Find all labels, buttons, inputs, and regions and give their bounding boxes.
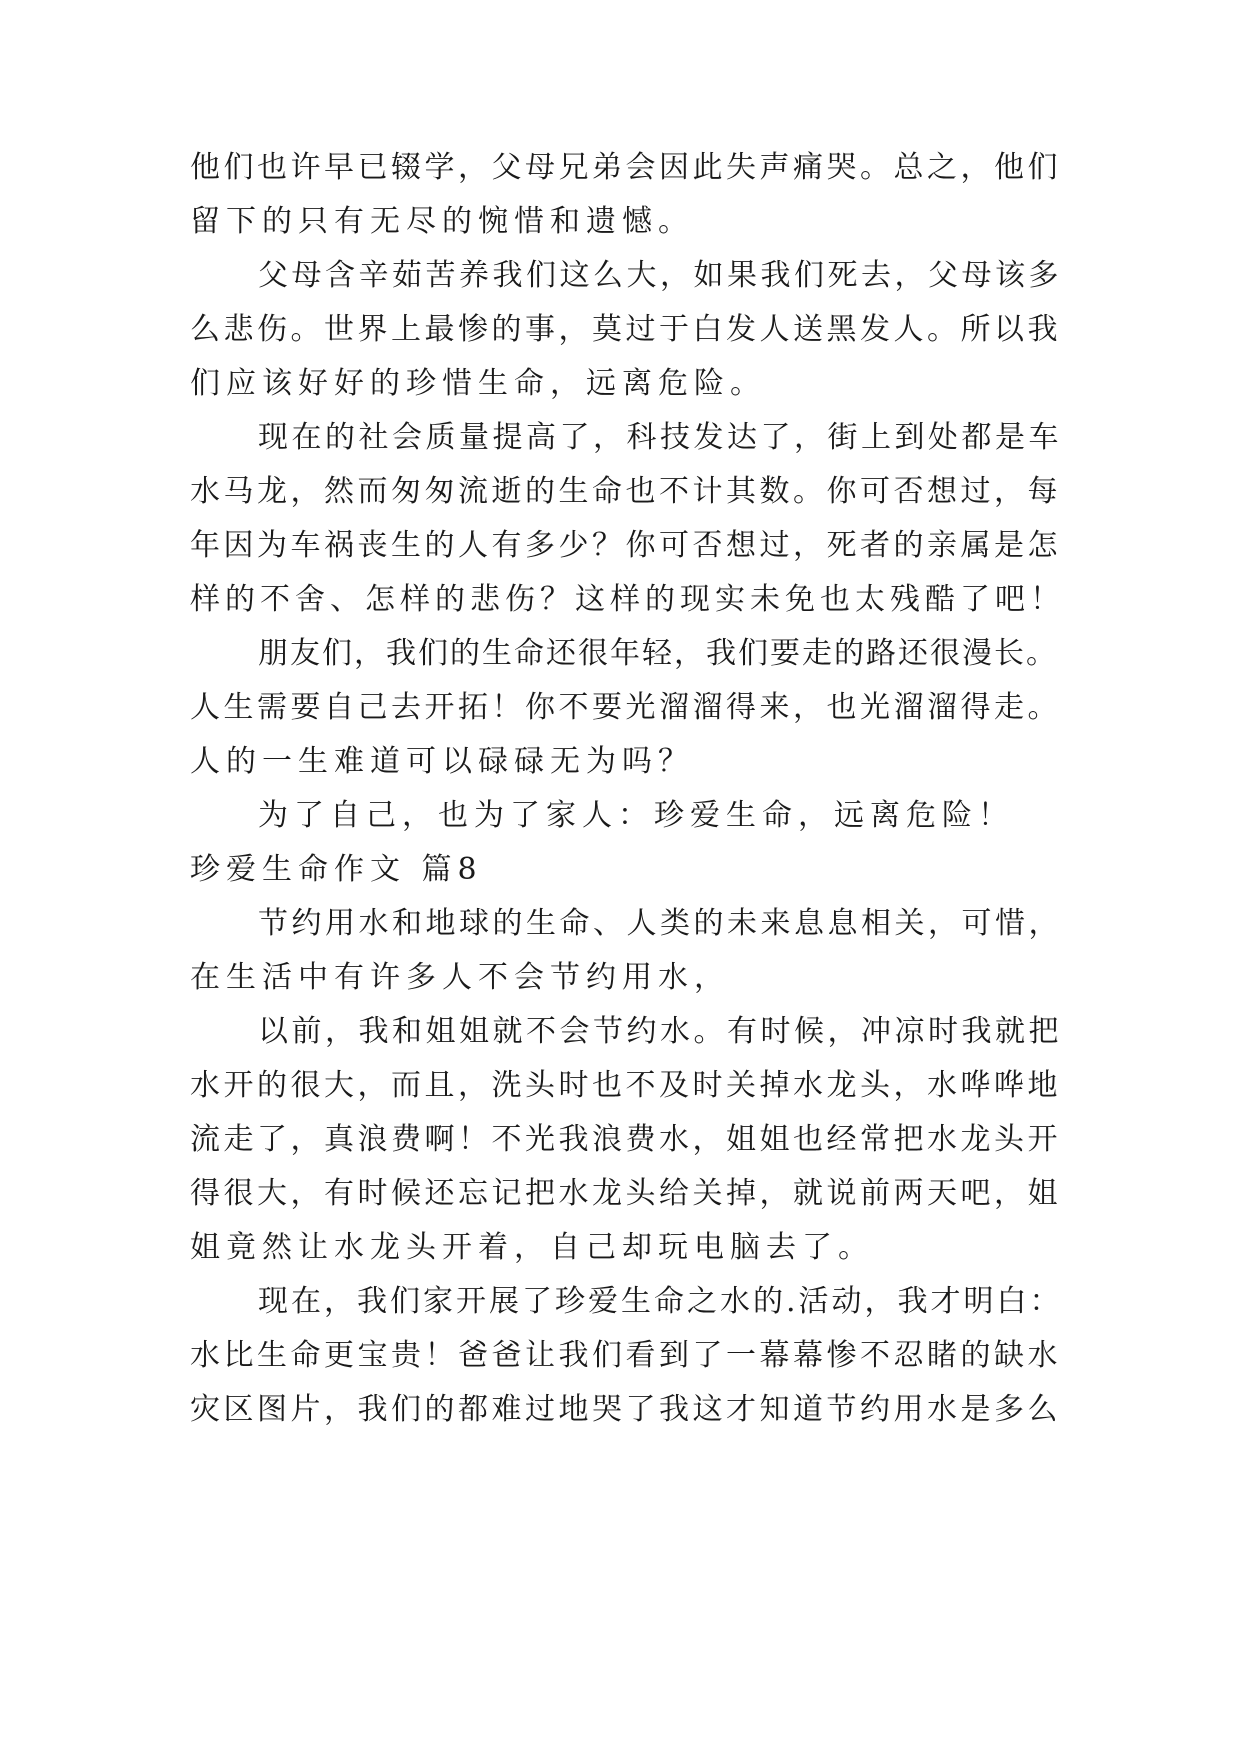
text-line: 年因为车祸丧生的人有多少？你可否想过，死者的亲属是怎 (190, 528, 1061, 563)
paragraph-start: 父母含辛茹苦养我们这么大，如果我们死去，父母该多 (258, 258, 1062, 293)
text-line: 得很大，有时候还忘记把水龙头给关掉，就说前两天吧，姐 (190, 1176, 1061, 1211)
text-line: 流走了，真浪费啊！不光我浪费水，姐姐也经常把水龙头开 (190, 1122, 1061, 1157)
text-line: 姐竟然让水龙头开着，自己却玩电脑去了。 (190, 1230, 874, 1265)
paragraph-start: 现在，我们家开展了珍爱生命之水的.活动，我才明白： (258, 1284, 1063, 1319)
text-line: 水马龙，然而匆匆流逝的生命也不计其数。你可否想过，每 (190, 474, 1061, 509)
paragraph-start: 现在的社会质量提高了，科技发达了，街上到处都是车 (258, 420, 1062, 455)
paragraph-start: 以前，我和姐姐就不会节约水。有时候，冲凉时我就把 (258, 1014, 1062, 1049)
text-line: 在生活中有许多人不会节约用水， (190, 960, 730, 995)
text-line: 么悲伤。世界上最惨的事，莫过于白发人送黑发人。所以我 (190, 312, 1061, 347)
text-line: 人的一生难道可以碌碌无为吗？ (190, 744, 694, 779)
text-line: 样的不舍、怎样的悲伤？这样的现实未免也太残酷了吧！ (190, 582, 1065, 617)
text-line: 水开的很大，而且，洗头时也不及时关掉水龙头，水哗哗地 (190, 1068, 1061, 1103)
text-line: 他们也许早已辍学，父母兄弟会因此失声痛哭。总之，他们 (190, 150, 1061, 185)
text-line: 灾区图片，我们的都难过地哭了我这才知道节约用水是多么 (190, 1392, 1061, 1427)
text-line: 水比生命更宝贵！爸爸让我们看到了一幕幕惨不忍睹的缺水 (190, 1338, 1061, 1373)
text-line: 留下的只有无尽的惋惜和遗憾。 (190, 204, 694, 239)
text-line: 们应该好好的珍惜生命，远离危险。 (190, 366, 766, 401)
paragraph-start: 朋友们，我们的生命还很年轻，我们要走的路还很漫长。 (258, 636, 1058, 671)
text-line: 人生需要自己去开拓！你不要光溜溜得来，也光溜溜得走。 (190, 690, 1061, 725)
paragraph-start: 为了自己，也为了家人：珍爱生命，远离危险！ (258, 798, 1014, 833)
paragraph-start: 节约用水和地球的生命、人类的未来息息相关，可惜， (258, 906, 1062, 941)
section-heading: 珍爱生命作文 篇8 (190, 852, 483, 887)
